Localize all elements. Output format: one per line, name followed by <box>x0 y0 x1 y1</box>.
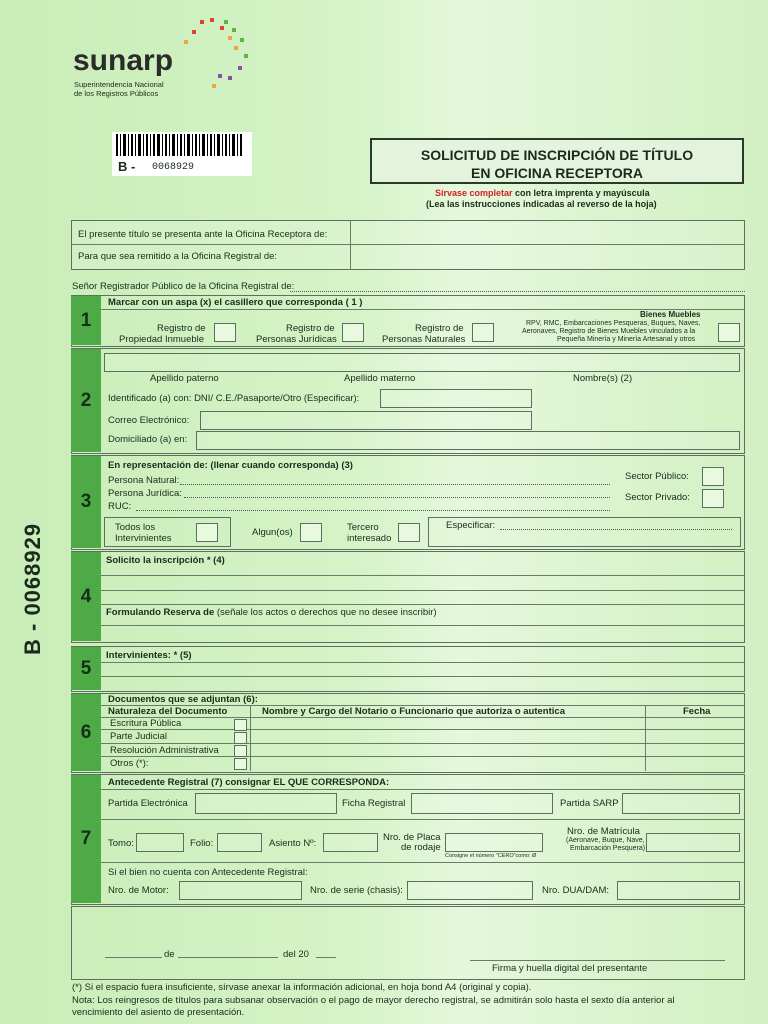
section-4-number: 4 <box>71 552 101 641</box>
doc-escritura: Escritura Pública <box>110 718 182 729</box>
reserva-label <box>106 607 437 618</box>
form-title-line2: EN OFICINA RECEPTORA <box>471 165 643 181</box>
form-title <box>370 138 744 184</box>
vertical-serial: B - 0068929 <box>20 522 45 655</box>
addressee-label: Señor Registrador Público de la Oficina Registral de: <box>72 281 295 292</box>
solicito-line2[interactable] <box>101 590 744 591</box>
doc-resolucion: Resolución Administrativa <box>110 745 219 756</box>
date-month-line[interactable] <box>178 957 278 958</box>
domicilio-field[interactable] <box>196 431 740 450</box>
partida-electronica-field[interactable] <box>195 793 337 814</box>
antecedente-header: Antecedente Registral (7) consignar EL QUE CORRESPONDA: <box>108 777 390 788</box>
sector-publico-label: Sector Público: <box>625 471 689 482</box>
tercero-label1: Tercero <box>347 522 379 533</box>
signature-caption: Firma y huella digital del presentante <box>492 963 648 974</box>
date-day-line[interactable] <box>105 957 162 958</box>
doc-parte-judicial: Parte Judicial <box>110 731 168 742</box>
alguno-label: Algun(os) <box>252 527 293 538</box>
intervinientes-label: Intervinientes: * (5) <box>106 650 192 661</box>
especificar-line[interactable] <box>500 529 732 530</box>
dua-field[interactable] <box>617 881 740 900</box>
matricula-label2: (Aeronave, Buque, Nave, <box>566 837 645 844</box>
addressee-line[interactable] <box>290 291 745 292</box>
asiento-field[interactable] <box>323 833 378 852</box>
tomo-label: Tomo: <box>108 838 134 849</box>
brand-tagline-1: Superintendencia Nacional <box>74 80 164 89</box>
solicito-line3[interactable] <box>101 604 744 605</box>
documento-field[interactable] <box>380 389 532 408</box>
placa-label1: Nro. de Placa <box>383 832 441 843</box>
brand-tagline-2: de los Registros Públicos <box>74 89 159 98</box>
sec1-opt4-line3: Pequeña Minería y Minería Artesanal y otros <box>557 336 696 343</box>
checkbox-todos-intervinientes[interactable] <box>196 523 218 542</box>
sec1-opt1-label2: Propiedad Inmueble <box>119 334 205 345</box>
folio-label: Folio: <box>190 838 214 849</box>
footnote-1: (*) Si el espacio fuera insuficiente, sírvase anexar la información adicional, en hoja bond A4 (original y copia). <box>72 982 532 993</box>
sector-privado-label: Sector Privado: <box>625 492 690 503</box>
section-6-number: 6 <box>71 694 101 771</box>
col-naturaleza: Naturaleza del Documento <box>108 706 228 717</box>
date-year-line[interactable] <box>316 957 336 958</box>
brand-name: sunarp <box>73 44 174 77</box>
persona-natural-label: Persona Natural: <box>108 475 180 486</box>
section-1-number: 1 <box>71 296 101 345</box>
ruc-label: RUC: <box>108 501 132 512</box>
subtitle-line1 <box>435 188 650 198</box>
oficina-registral-label: Para que sea remitido a la Oficina Registral de: <box>78 251 278 262</box>
identificado-label: Identificado (a) con: DNI/ C.E./Pasaporte/Otro (Especificar): <box>108 393 360 404</box>
barcode-label <box>112 132 252 176</box>
serie-label: Nro. de serie (chasis): <box>310 885 403 896</box>
oficina-registral-field[interactable] <box>351 245 742 267</box>
apellido-paterno-label: Apellido paterno <box>150 373 219 384</box>
sec7-rule2 <box>101 819 744 820</box>
barcode-number: 0068929 <box>152 162 195 173</box>
intervinientes-line2[interactable] <box>101 676 744 677</box>
tercero-label2: interesado <box>347 533 392 544</box>
solicito-label: Solicito la inscripción * (4) <box>106 555 225 566</box>
checkbox-algunos[interactable] <box>300 523 322 542</box>
persona-juridica-line[interactable] <box>184 497 610 498</box>
reserva-bold: Formulando Reserva de <box>106 607 215 618</box>
nombres-label: Nombre(s) (2) <box>573 373 633 384</box>
sec1-opt4-title: Bienes Muebles <box>640 310 701 319</box>
subtitle-red: Sírvase completar <box>435 188 513 198</box>
sec6-rule1 <box>101 717 744 718</box>
footnote-3: vencimiento del asiento de presentación. <box>72 1007 245 1018</box>
checkbox-propiedad-inmueble[interactable] <box>214 323 236 342</box>
persona-juridica-label: Persona Jurídica: <box>108 488 182 499</box>
subtitle-rest: con letra imprenta y mayúscula <box>512 188 650 198</box>
reserva-line1[interactable] <box>101 625 744 626</box>
form-title-line1: SOLICITUD DE INSCRIPCIÓN DE TÍTULO <box>420 147 694 163</box>
reserva-rest: (señale los actos o derechos que no desee inscribir) <box>214 607 437 618</box>
checkbox-bienes-muebles[interactable] <box>718 323 740 342</box>
dua-label: Nro. DUA/DAM: <box>542 885 610 896</box>
asiento-label: Asiento Nº: <box>269 838 317 849</box>
todos-label2: Intervinientes <box>115 533 172 544</box>
checkbox-resolucion[interactable] <box>234 745 247 757</box>
sec6-col-div2 <box>645 705 646 771</box>
especificar-label: Especificar: <box>446 520 496 531</box>
sec6-col-div1 <box>250 705 251 771</box>
sec1-opt3-label2: Personas Naturales <box>382 334 466 345</box>
matricula-label3: Embarcación Pesquera) <box>570 845 646 852</box>
barcode-icon <box>116 134 244 156</box>
checkbox-otros[interactable] <box>234 758 247 770</box>
sec6-rule4 <box>101 756 744 757</box>
partida-sarp-label: Partida SARP <box>560 798 619 809</box>
sec7-rule3 <box>101 862 744 863</box>
ruc-line[interactable] <box>136 510 610 511</box>
checkbox-personas-juridicas[interactable] <box>342 323 364 342</box>
partida-electronica-label: Partida Electrónica <box>108 798 188 809</box>
sec7-rule1 <box>101 789 744 790</box>
signature-line[interactable] <box>470 960 725 961</box>
oficina-receptora-field[interactable] <box>351 221 742 243</box>
date-de-label: de <box>164 949 175 960</box>
apellido-materno-label: Apellido materno <box>344 373 416 384</box>
sec1-opt4-line2: Aeronaves, Registro de Bienes Muebles vinculados a la <box>522 328 696 335</box>
checkbox-tercero-interesado[interactable] <box>398 523 420 542</box>
date-del-label: del 20 <box>283 949 309 960</box>
section-5-number: 5 <box>71 647 101 690</box>
footnote-2: Nota: Los reingresos de títulos para subsanar observación o el pago de mayor derecho registral, se admitirán solo hasta el sexto día anterior al <box>72 995 675 1006</box>
sec1-opt2-label2: Personas Jurídicas <box>256 334 337 345</box>
section-3-number: 3 <box>71 456 101 548</box>
todos-label1: Todos los <box>115 522 156 533</box>
domicilio-label: Domiciliado (a) en: <box>108 434 188 445</box>
placa-note: Consigne el número "CERO"como: Ø <box>445 853 537 859</box>
placa-field[interactable] <box>445 833 543 852</box>
partida-sarp-field[interactable] <box>622 793 740 814</box>
section-2-number: 2 <box>71 349 101 452</box>
checkbox-parte-judicial[interactable] <box>234 732 247 744</box>
col-fecha: Fecha <box>683 706 711 717</box>
checkbox-personas-naturales[interactable] <box>472 323 494 342</box>
motor-label: Nro. de Motor: <box>108 885 169 896</box>
correo-field[interactable] <box>200 411 532 430</box>
matricula-label1: Nro. de Matrícula <box>567 826 640 837</box>
serie-field[interactable] <box>407 881 533 900</box>
placa-label2: de rodaje <box>401 842 441 853</box>
sec1-opt1-label1: Registro de <box>157 323 206 334</box>
sec6-rule3 <box>101 743 744 744</box>
persona-natural-line[interactable] <box>180 484 610 485</box>
ficha-registral-label: Ficha Registral <box>342 798 406 809</box>
intervinientes-line1[interactable] <box>101 662 744 663</box>
motor-field[interactable] <box>179 881 302 900</box>
doc-otros: Otros (*): <box>110 758 149 769</box>
sec1-opt4-line1: RPV, RMC, Embarcaciones Pesqueras, Buques, Naves, <box>526 320 701 327</box>
sin-antecedente-label: Si el bien no cuenta con Antecedente Registral: <box>108 867 308 878</box>
sec1-opt2-label1: Registro de <box>286 323 335 334</box>
matricula-field[interactable] <box>646 833 740 852</box>
subtitle-line2: (Lea las instrucciones indicadas al reverso de la hoja) <box>426 199 657 209</box>
nombres-completos-field[interactable] <box>104 353 740 372</box>
checkbox-sector-publico[interactable] <box>702 467 724 486</box>
documentos-header: Documentos que se adjuntan (6): <box>108 694 258 705</box>
tomo-field[interactable] <box>136 833 184 852</box>
oficina-receptora-label: El presente título se presenta ante la Oficina Receptora de: <box>78 229 328 240</box>
barcode-prefix: B - <box>118 159 136 174</box>
correo-label: Correo Electrónico: <box>108 415 190 426</box>
col-notario: Nombre y Cargo del Notario o Funcionario que autoriza o autentica <box>262 706 565 717</box>
sec1-opt3-label1: Registro de <box>415 323 464 334</box>
section-7-number: 7 <box>71 775 101 903</box>
checkbox-sector-privado[interactable] <box>702 489 724 508</box>
solicito-line1[interactable] <box>101 575 744 576</box>
folio-field[interactable] <box>217 833 262 852</box>
sec1-header: Marcar con un aspa (x) el casillero que corresponda ( 1 ) <box>108 297 363 308</box>
ficha-registral-field[interactable] <box>411 793 553 814</box>
checkbox-escritura[interactable] <box>234 719 247 731</box>
sec6-rule2 <box>101 729 744 730</box>
sec3-header: En representación de: (llenar cuando corresponda) (3) <box>108 460 353 471</box>
